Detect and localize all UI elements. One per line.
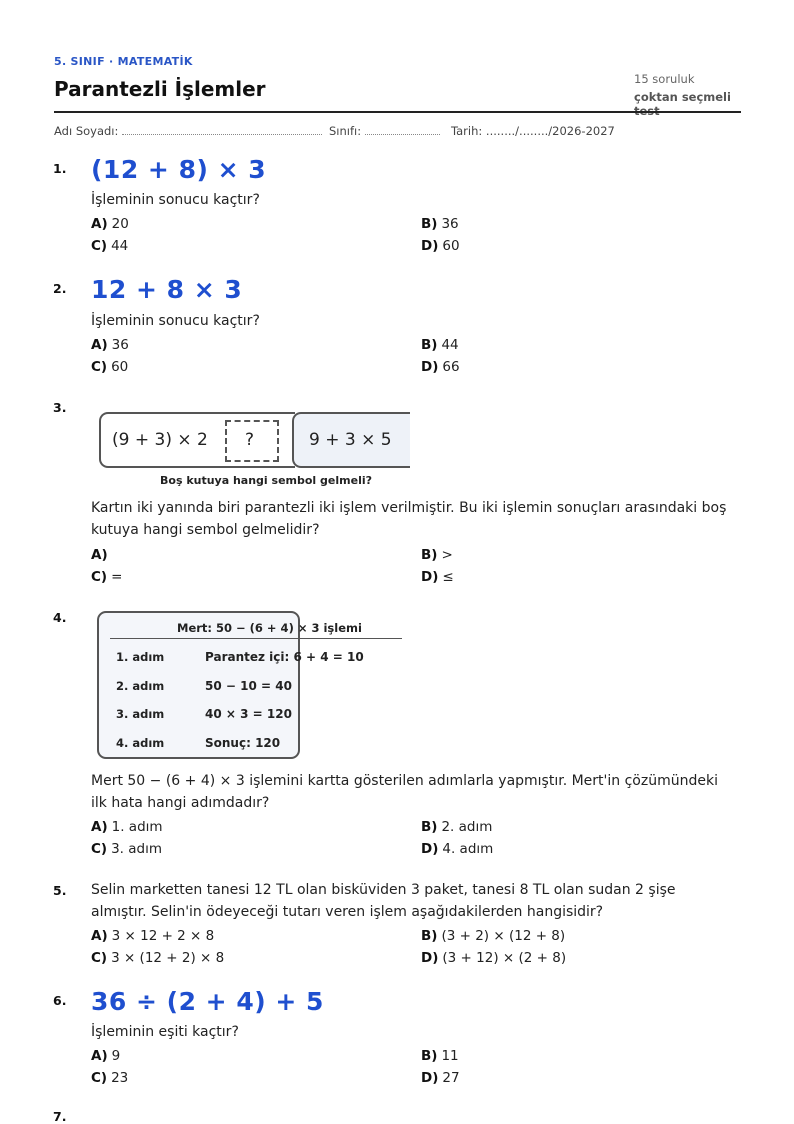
date-label: Tarih: [451, 124, 483, 138]
question-number: 2. [53, 281, 67, 296]
option-d[interactable]: D) 27 [421, 1070, 460, 1086]
option-a[interactable]: A) 3 × 12 + 2 × 8 [91, 928, 215, 944]
option-b[interactable]: B) 2. adım [421, 819, 493, 835]
question-number: 7. [53, 1109, 67, 1124]
card-title: Mert: 50 − (6 + 4) × 3 işlemi [177, 621, 362, 635]
page-title: Parantezli İşlemler [54, 77, 266, 101]
question-stem: Selin marketten tanesi 12 TL olan bisküviden 3 paket, tanesi 8 TL olan sudan 2 şişe almıştır. Selin'in ödeyeceği tutarı veren işlem aşağıdakilerden hangisidir? [91, 882, 676, 920]
blank-mark: ? [245, 430, 255, 450]
option-b[interactable]: B) 11 [421, 1048, 459, 1064]
question-count: 15 soruluk [634, 72, 695, 86]
card-caption: Boş kutuya hangi sembol gelmeli? [160, 474, 372, 487]
question-expression: (12 + 8) × 3 [91, 155, 267, 184]
header-divider [54, 111, 741, 113]
question-expression: 12 + 8 × 3 [91, 275, 243, 304]
card-divider [110, 638, 402, 639]
step-text: Parantez içi: 6 + 4 = 10 [205, 650, 364, 664]
option-c[interactable]: C) 44 [91, 238, 129, 254]
question-number: 1. [53, 161, 67, 176]
question-stem: Mert 50 − (6 + 4) × 3 işlemini kartta gösterilen adımlarla yapmıştır. Mert'in çözümündeki ilk hata hangi adımdadır? [91, 773, 718, 811]
step-text: 40 × 3 = 120 [205, 707, 292, 721]
option-b[interactable]: B) 44 [421, 337, 459, 353]
option-a[interactable]: A) [91, 547, 108, 563]
option-b[interactable]: B) > [421, 547, 453, 563]
option-a[interactable]: A) 36 [91, 337, 129, 353]
question-number: 6. [53, 993, 67, 1008]
question-stem: Kartın iki yanında biri parantezli iki işlem verilmiştir. Bu iki işlemin sonuçları arasındaki boş kutuya hangi sembol gelmelidir? [91, 500, 727, 538]
option-d[interactable]: D) 4. adım [421, 841, 494, 857]
step-text: 50 − 10 = 40 [205, 679, 292, 693]
class-field [329, 124, 440, 138]
option-b[interactable]: B) (3 + 2) × (12 + 8) [421, 928, 566, 944]
step-label: 3. adım [116, 707, 165, 721]
option-c[interactable]: C) 23 [91, 1070, 129, 1086]
question-stem: İşleminin sonucu kaçtır? [91, 313, 260, 329]
step-text: Sonuç: 120 [205, 736, 281, 750]
right-expression: 9 + 3 × 5 [309, 430, 392, 450]
option-d[interactable]: D) 66 [421, 359, 460, 375]
option-d[interactable]: D) 60 [421, 238, 460, 254]
name-field [54, 124, 322, 138]
question-stem: İşleminin sonucu kaçtır? [91, 192, 260, 208]
option-c[interactable]: C) 3 × (12 + 2) × 8 [91, 950, 225, 966]
date-value: ......../......../2026-2027 [485, 124, 615, 138]
question-number: 4. [53, 610, 67, 625]
option-d[interactable]: D) (3 + 12) × (2 + 8) [421, 950, 567, 966]
question-stem: İşleminin eşiti kaçtır? [91, 1024, 239, 1040]
date-field [451, 124, 615, 138]
option-c[interactable]: C) 3. adım [91, 841, 162, 857]
question-number: 5. [53, 883, 67, 898]
option-c[interactable]: C) = [91, 569, 123, 585]
name-blank [122, 125, 322, 135]
option-c[interactable]: C) 60 [91, 359, 129, 375]
option-a[interactable]: A) 9 [91, 1048, 121, 1064]
option-a[interactable]: A) 1. adım [91, 819, 163, 835]
step-label: 2. adım [116, 679, 165, 693]
subject-label: 5. SINIF · MATEMATİK [54, 55, 193, 68]
question-number: 3. [53, 400, 67, 415]
option-a[interactable]: A) 20 [91, 216, 129, 232]
step-label: 4. adım [116, 736, 165, 750]
option-d[interactable]: D) ≤ [421, 569, 454, 585]
name-label: Adı Soyadı: [54, 124, 119, 138]
class-label: Sınıfı: [329, 124, 362, 138]
step-label: 1. adım [116, 650, 165, 664]
option-b[interactable]: B) 36 [421, 216, 459, 232]
question-expression: 36 ÷ (2 + 4) + 5 [91, 987, 324, 1016]
test-type: çoktan seçmeli [634, 90, 731, 104]
class-blank [365, 125, 440, 135]
left-expression: (9 + 3) × 2 [112, 430, 208, 450]
